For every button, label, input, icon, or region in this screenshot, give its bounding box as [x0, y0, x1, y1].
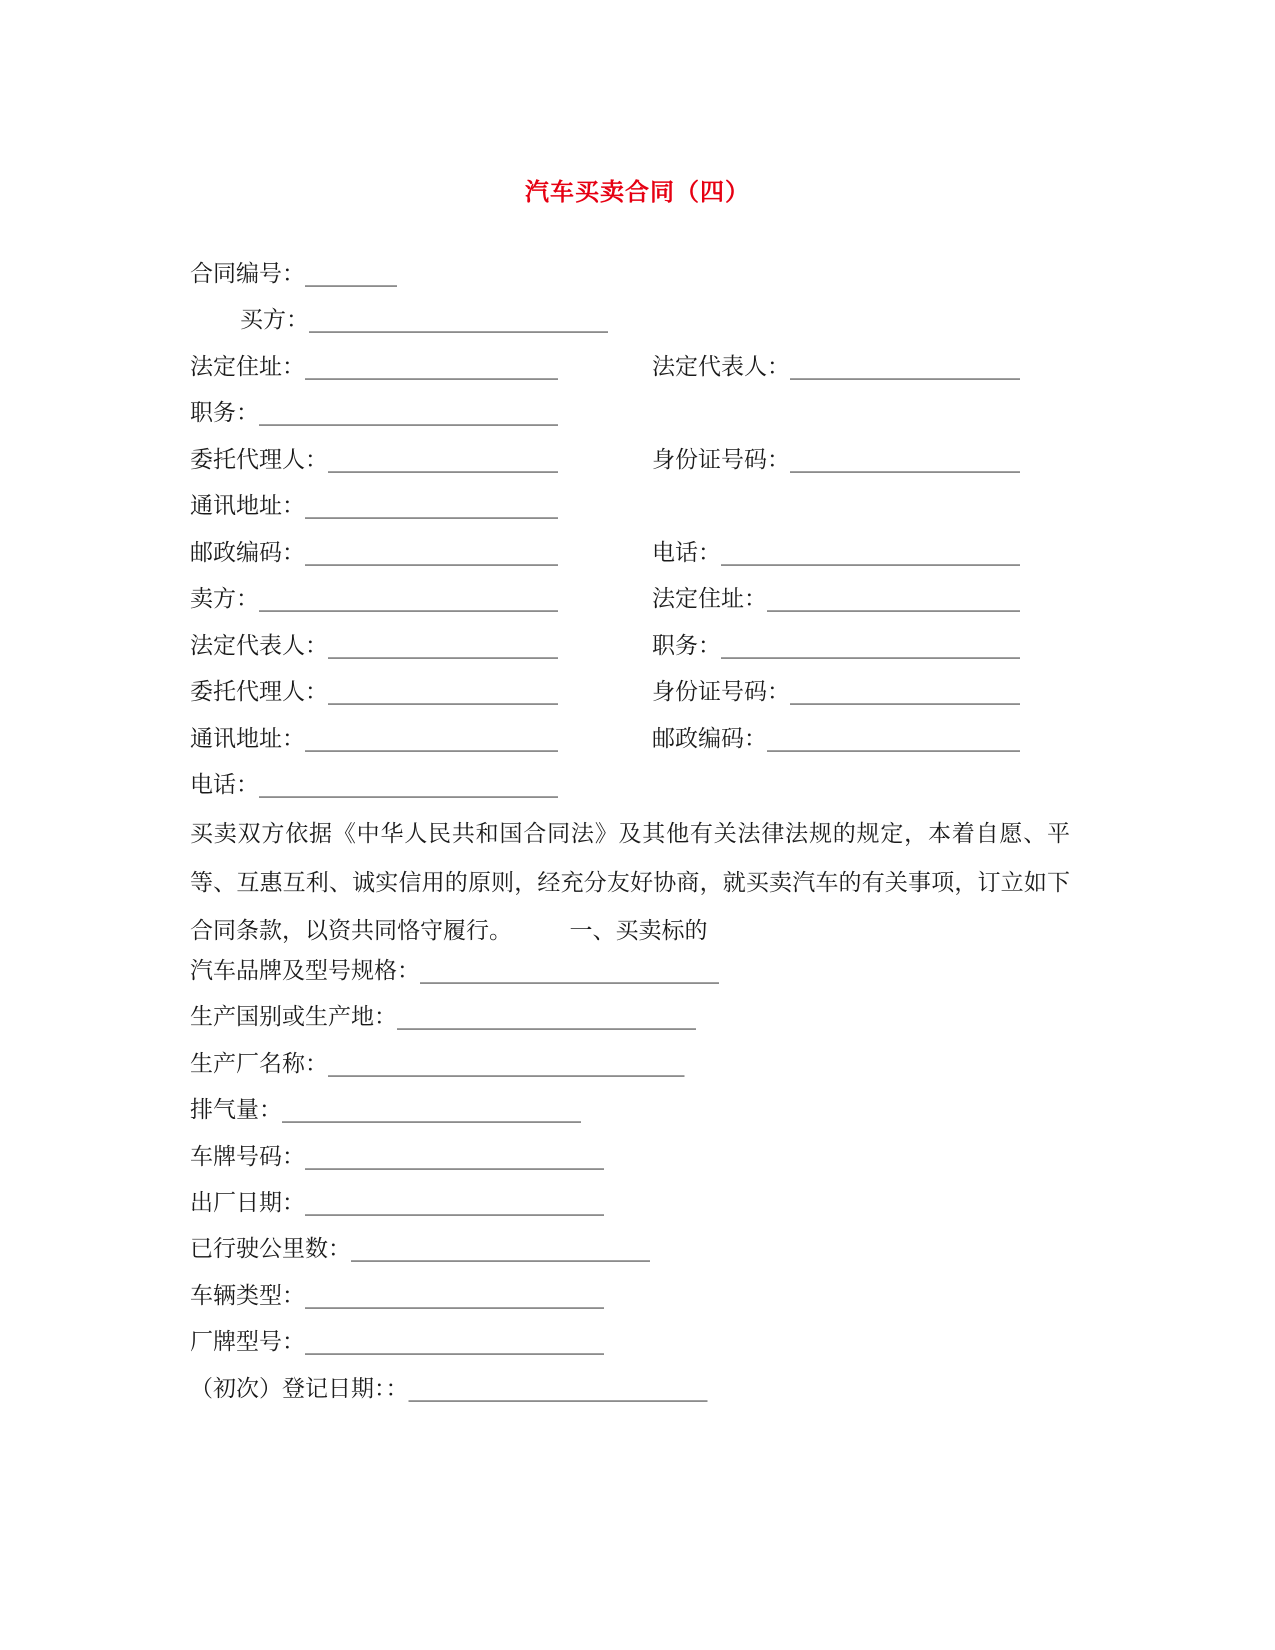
field-seller-agent [190, 676, 558, 708]
field-label: 职务： [652, 633, 721, 659]
field-blank[interactable]: ______________________ [305, 540, 558, 566]
field-label: 电话： [652, 540, 721, 566]
field-buyer-legal-rep [652, 351, 1020, 383]
field-buyer-legal-address [190, 351, 558, 383]
field-blank[interactable]: __________________________ [420, 958, 719, 984]
field-buyer-position [190, 397, 558, 429]
field-label: 身份证号码： [652, 447, 790, 473]
field-label: 生产国别或生产地： [190, 1004, 397, 1030]
field-label: 已行驶公里数： [190, 1236, 351, 1262]
field-seller-position [652, 630, 1020, 662]
field-label: 法定代表人： [652, 354, 790, 380]
field-label: 身份证号码： [652, 679, 790, 705]
field-label: （初次）登记日期：： [190, 1376, 409, 1402]
field-blank[interactable]: __________________________ [259, 772, 558, 798]
field-label: 买方： [240, 307, 309, 333]
field-blank[interactable]: __________________________ [259, 586, 558, 612]
field-seller-mail-address [190, 723, 558, 755]
field-blank[interactable]: __________________________ [305, 1329, 604, 1355]
field-contract-no [190, 258, 397, 290]
field-label: 委托代理人： [190, 679, 328, 705]
field-label: 法定代表人： [190, 633, 328, 659]
document-title: 汽车买卖合同（四） [525, 177, 750, 206]
field-registration-date [190, 1373, 708, 1405]
field-label: 邮政编码： [652, 726, 767, 752]
field-buyer-mail-address [190, 490, 558, 522]
field-seller [190, 583, 558, 615]
field-blank[interactable]: __________________________ [305, 1190, 604, 1216]
field-seller-phone [190, 769, 558, 801]
field-label: 通讯地址： [190, 726, 305, 752]
field-blank[interactable]: ____________________ [790, 679, 1020, 705]
field-buyer-agent [190, 444, 558, 476]
field-blank[interactable]: ____________________ [328, 679, 558, 705]
field-label: 通讯地址： [190, 493, 305, 519]
field-buyer-id-no [652, 444, 1020, 476]
field-blank[interactable]: ______________________ [767, 726, 1020, 752]
field-blank[interactable]: ______________________ [305, 354, 558, 380]
field-blank[interactable]: ______________________ [305, 493, 558, 519]
field-blank[interactable]: __________________________ [351, 1236, 650, 1262]
field-buyer-postcode [190, 537, 558, 569]
field-blank[interactable]: ______________________ [767, 586, 1020, 612]
field-label: 卖方： [190, 586, 259, 612]
field-blank[interactable]: ____________________ [790, 354, 1020, 380]
field-label: 法定住址： [190, 354, 305, 380]
field-blank[interactable]: __________________________ [282, 1097, 581, 1123]
field-buyer-phone [652, 537, 1020, 569]
field-blank[interactable]: __________________________ [305, 1144, 604, 1170]
field-blank[interactable]: __________________________ [259, 400, 558, 426]
field-label: 车辆类型： [190, 1283, 305, 1309]
field-label: 生产厂名称： [190, 1051, 328, 1077]
field-label: 厂牌型号： [190, 1329, 305, 1355]
field-blank[interactable]: ____________________ [328, 447, 558, 473]
field-seller-postcode [652, 723, 1020, 755]
field-label: 职务： [190, 400, 259, 426]
field-blank[interactable]: ____________________ [328, 633, 558, 659]
field-label: 法定住址： [652, 586, 767, 612]
field-buyer [240, 304, 608, 336]
field-vehicle-type [190, 1280, 604, 1312]
field-manufacture-date [190, 1187, 604, 1219]
field-blank[interactable]: __________________________ [721, 540, 1020, 566]
field-seller-id-no [652, 676, 1020, 708]
field-blank[interactable]: __________________________ [397, 1004, 696, 1030]
field-label: 出厂日期： [190, 1190, 305, 1216]
field-factory-model [190, 1326, 604, 1358]
field-blank[interactable]: ______________________ [305, 726, 558, 752]
field-seller-legal-rep [190, 630, 558, 662]
field-label: 车牌号码： [190, 1144, 305, 1170]
field-label: 邮政编码： [190, 540, 305, 566]
field-blank[interactable]: ________ [305, 261, 397, 287]
field-blank[interactable]: __________________________ [408, 1376, 708, 1402]
field-label: 汽车品牌及型号规格： [190, 958, 420, 984]
field-label: 合同编号： [190, 261, 305, 287]
field-label: 委托代理人： [190, 447, 328, 473]
field-blank[interactable]: __________________________ [305, 1283, 604, 1309]
field-blank[interactable]: __________________________ [309, 307, 608, 333]
field-blank[interactable]: _______________________________ [328, 1051, 685, 1077]
field-label: 排气量： [190, 1097, 282, 1123]
field-mileage [190, 1233, 650, 1265]
field-seller-legal-address [652, 583, 1020, 615]
field-plate-no [190, 1141, 604, 1173]
field-manufacturer [190, 1048, 685, 1080]
field-label: 电话： [190, 772, 259, 798]
field-origin [190, 1001, 696, 1033]
field-brand-model [190, 955, 719, 987]
field-displacement [190, 1094, 581, 1126]
preamble-paragraph: 买卖双方依据《中华人民共和国合同法》及其他有关法律法规的规定，本着自愿、平等、互惠互利、诚实信用的原则，经充分友好协商，就买卖汽车的有关事项，订立如下合同条款，以资共同恪守履行。 一、买卖标的 [190, 821, 1070, 944]
field-blank[interactable]: ____________________ [790, 447, 1020, 473]
field-blank[interactable]: __________________________ [721, 633, 1020, 659]
